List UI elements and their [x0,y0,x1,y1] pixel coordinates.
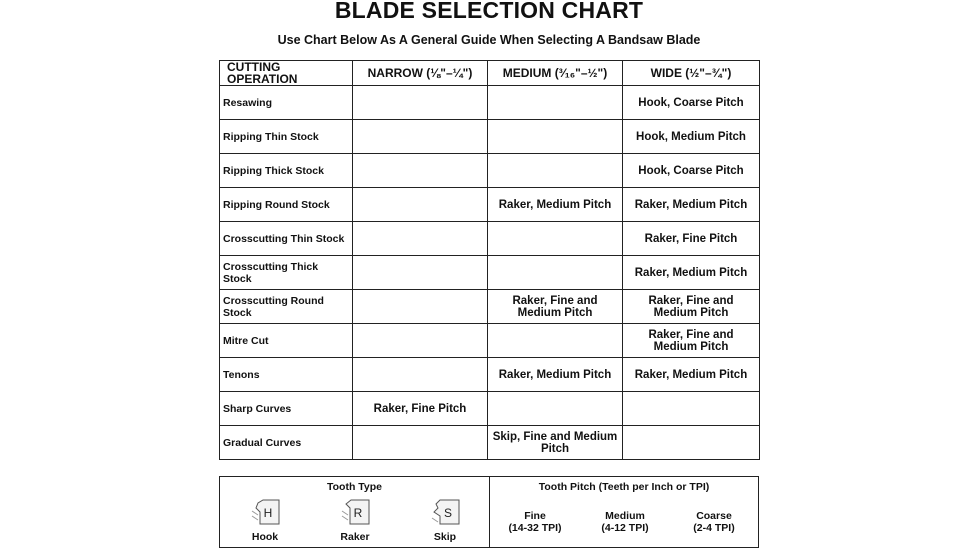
chart-subtitle: Use Chart Below As A General Guide When Selecting A Bandsaw Blade [277,33,701,47]
narrow-cell [353,256,488,290]
operation-cell: Ripping Thick Stock [220,154,353,188]
wide-cell [623,426,760,460]
raker-tooth-icon [340,499,370,525]
narrow-cell [353,154,488,188]
table-row [220,222,760,256]
wide-cell: Hook, Medium Pitch [623,120,760,154]
table-row [220,86,760,120]
pitch-coarse [674,510,754,534]
narrow-cell: Raker, Fine Pitch [353,392,488,426]
pitch-tpi: (4-12 TPI) [601,522,649,534]
medium-cell [488,154,623,188]
table-header-row [220,61,760,86]
medium-cell [488,222,623,256]
tooth-type-hook [240,499,290,543]
medium-cell [488,86,623,120]
wide-cell: Raker, Medium Pitch [623,188,760,222]
operation-cell: Ripping Thin Stock [220,120,353,154]
medium-cell: Raker, Medium Pitch [488,358,623,392]
operation-cell: Ripping Round Stock [220,188,353,222]
operation-cell: Crosscutting Round Stock [220,290,353,324]
operation-cell: Mitre Cut [220,324,353,358]
narrow-cell [353,188,488,222]
wide-cell: Hook, Coarse Pitch [623,154,760,188]
tooth-pitch-heading: Tooth Pitch (Teeth per Inch or TPI) [538,481,710,493]
pitch-name: Coarse [696,510,732,522]
raker-tooth-letter: R [353,506,363,520]
wide-cell: Raker, Fine and Medium Pitch [623,290,760,324]
pitch-tpi: (14-32 TPI) [508,522,562,534]
tooth-type-name: Raker [340,531,370,543]
operation-cell: Resawing [220,86,353,120]
tooth-type-name: Hook [251,531,279,543]
medium-cell [488,392,623,426]
header-wide: WIDE (½"–¾") [623,61,760,86]
medium-cell [488,324,623,358]
tooth-type-heading: Tooth Type [326,481,383,493]
wide-cell: Raker, Fine and Medium Pitch [623,324,760,358]
header-narrow: NARROW (⅛"–¼") [353,61,488,86]
operation-cell: Sharp Curves [220,392,353,426]
chart-title: BLADE SELECTION CHART [334,0,644,23]
pitch-medium [585,510,665,534]
wide-cell: Raker, Fine Pitch [623,222,760,256]
tooth-type-skip [420,499,470,543]
table-row [220,392,760,426]
pitch-fine [495,510,575,534]
medium-cell [488,256,623,290]
tooth-type-name: Skip [433,531,457,543]
narrow-cell [353,86,488,120]
pitch-name: Medium [605,510,645,522]
table-row [220,324,760,358]
table-row [220,358,760,392]
medium-cell: Skip, Fine and Medium Pitch [488,426,623,460]
skip-tooth-icon [430,499,460,525]
operation-cell: Gradual Curves [220,426,353,460]
operation-cell: Tenons [220,358,353,392]
wide-cell [623,392,760,426]
table-row [220,154,760,188]
narrow-cell [353,222,488,256]
wide-cell: Raker, Medium Pitch [623,358,760,392]
table-row [220,426,760,460]
narrow-cell [353,324,488,358]
narrow-cell [353,426,488,460]
table-row [220,120,760,154]
table-row [220,188,760,222]
medium-cell: Raker, Fine and Medium Pitch [488,290,623,324]
operation-cell: Crosscutting Thin Stock [220,222,353,256]
wide-cell: Raker, Medium Pitch [623,256,760,290]
narrow-cell [353,290,488,324]
legend-box [219,476,759,548]
medium-cell: Raker, Medium Pitch [488,188,623,222]
narrow-cell [353,358,488,392]
hook-tooth-letter: H [263,506,273,520]
table-row [220,256,760,290]
skip-tooth-letter: S [443,506,453,520]
narrow-cell [353,120,488,154]
pitch-name: Fine [524,510,546,522]
wide-cell: Hook, Coarse Pitch [623,86,760,120]
header-cutting-operation: CUTTING OPERATION [220,61,353,86]
tooth-type-raker [330,499,380,543]
header-medium: MEDIUM (³⁄₁₆"–½") [488,61,623,86]
operation-cell: Crosscutting Thick Stock [220,256,353,290]
pitch-tpi: (2-4 TPI) [693,522,735,534]
table-row [220,290,760,324]
hook-tooth-icon [250,499,280,525]
blade-selection-table [219,60,760,460]
medium-cell [488,120,623,154]
